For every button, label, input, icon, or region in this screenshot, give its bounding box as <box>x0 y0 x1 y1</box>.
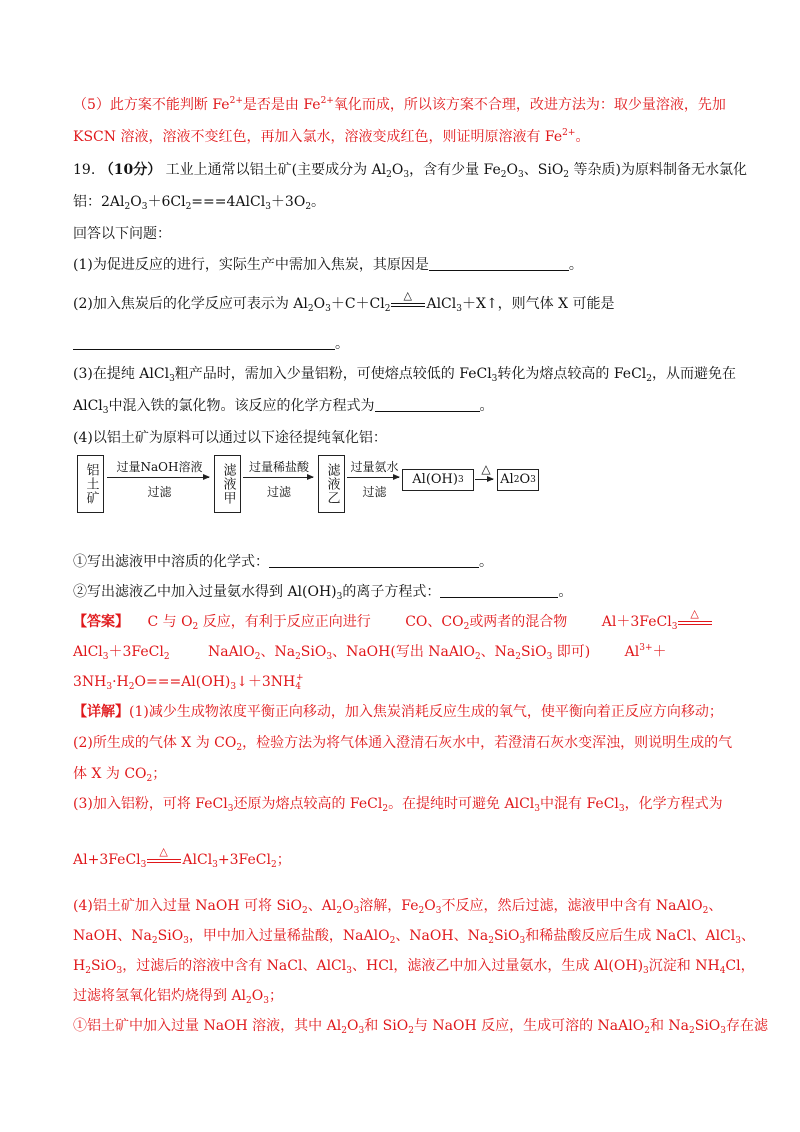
detail-line1: 【详解】(1)减少生成物浓度平衡正向移动，加入焦炭消耗反应生成的氧气，使平衡向着正反应方向移动； <box>73 704 723 720</box>
detail-line10: ①铝土矿中加入过量 NaOH 溶液，其中 $Al_2O_3$和 SiO$_2$与 NaOH 反应，生成可溶的 NaAlO$_2$和 $Na_2SiO_3$存在滤 <box>73 1018 769 1036</box>
flow-box-alumina: Al 2 O 3 <box>497 469 539 491</box>
flow-arrow-4 <box>475 479 493 480</box>
answer-blank-4[interactable] <box>269 553 479 568</box>
sub-question-2: (2)加入焦炭后的化学反应可表示为 $Al_2O_3+C+Cl_2$ △ AlCl$_3$＋X↑，则气体 X 可能是 <box>73 289 615 314</box>
flow-arrow3-reagent: 过量氨水 <box>350 460 399 474</box>
flow-arrow-1 <box>107 477 209 478</box>
detail-line6: (4)铝土矿加入过量 NaOH 可将 SiO$_2$、$Al_2O_3$溶解，$Fe_2O_3$不反应，然后过滤，滤液甲中含有 NaAlO$_2$、 <box>73 898 723 916</box>
answer-line1: 【答案】 C 与 $O_2$ 反应，有利于反应正向进行 CO、$CO_2$或两者的混合物 Al＋3FeCl$_3$ △ <box>73 612 713 632</box>
flow-diagram <box>77 453 536 515</box>
flow-arrow4-heat: △ <box>481 462 491 476</box>
question-score: （10分） <box>99 162 162 178</box>
sub-question-4-2: ②写出滤液乙中加入过量氨水得到 $Al(OH)_3$的离子方程式： 。 <box>73 584 573 602</box>
part5-line1: （5）此方案不能判断 $Fe^{2+}$是否是由 $Fe^{2+}$氧化而成，所以该方案不合理，改进方法为：取少量溶液，先加 <box>73 96 726 113</box>
flow-arrow2-op: 过滤 <box>266 485 291 499</box>
answer-blank-2[interactable] <box>73 335 335 350</box>
flow-arrow-2 <box>243 477 313 478</box>
detail-line2: (2)所生成的气体 X 为 $CO_2$，检验方法为将气体通入澄清石灰水中，若澄清石灰水变浑浊，则说明生成的气 <box>73 735 733 753</box>
flow-arrow2-reagent: 过量稀盐酸 <box>248 460 309 474</box>
answer-blank-5[interactable] <box>440 583 558 598</box>
detail-line9: 过滤将氢氧化铝灼烧得到 $Al_2O_3$； <box>73 988 283 1006</box>
question-number: 19. <box>73 162 96 178</box>
detail-line3: 体 X 为 $CO_2$； <box>73 766 167 784</box>
flow-arrow-3 <box>347 477 399 478</box>
sub-question-4: (4)以铝土矿为原料可以通过以下途径提纯氧化铝： <box>73 430 387 446</box>
sub-question-2-blank-line: 。 <box>73 334 349 354</box>
answer-line2: AlCl$_3$＋3FeCl$_2$ NaAlO$_2$、$Na_2SiO_3$、NaOH(写出 NaAlO$_2$、$Na_2SiO_3$ 即可) $Al^{3+}+$ <box>73 643 667 662</box>
flow-box-filtrate-b: 滤液乙 <box>318 455 345 513</box>
sub-question-1: (1)为促进反应的进行，实际生产中需加入焦炭，其原因是 。 <box>73 257 583 273</box>
detail-line8: $H_2SiO_3$，过滤后的溶液中含有 NaCl、AlCl$_3$、HCl，滤液乙中加入过量氨水，生成 $Al(OH)_3$沉淀和 $NH_4Cl$， <box>73 958 755 976</box>
question-prompt: 回答以下问题： <box>73 226 171 242</box>
flow-arrow3-op: 过滤 <box>362 485 387 499</box>
answer-tag: 【答案】 <box>73 614 129 630</box>
detail-tag: 【详解】 <box>73 704 129 720</box>
heat-condition-icon: △ <box>147 852 181 866</box>
sub-question-4-1: ①写出滤液甲中溶质的化学式： 。 <box>73 554 493 570</box>
flow-arrow1-reagent: 过量NaOH溶液 <box>116 460 203 474</box>
flow-box-bauxite: 铝土矿 <box>77 455 104 513</box>
flow-box-filtrate-a: 滤液甲 <box>214 455 241 513</box>
detail-line5: Al+3FeCl$_3$ △ AlCl$_3$+3FeCl$_2$； <box>73 845 291 870</box>
flow-box-aluminium-hydroxide: Al(OH) 3 <box>402 469 474 491</box>
question-19-intro: 19. （10分） 工业上通常以铝土矿(主要成分为 $Al_2O_3$，含有少量 $Fe_2O_3$、SiO$_2$ 等杂质)为原料制备无水氯化 <box>73 162 747 180</box>
detail-line4: (3)加入铝粉，可将 FeCl$_3$还原为熔点较高的 FeCl$_2$。在提纯时可避免 AlCl$_3$中混有 FeCl$_3$，化学方程式为 <box>73 796 723 814</box>
sub-question-3-line1: (3)在提纯 AlCl$_3$粗产品时，需加入少量铝粉，可使熔点较低的 FeCl$_3$转化为熔点较高的 FeCl$_2$，从而避免在 <box>73 366 737 384</box>
part5-line2: KSCN 溶液，溶液不变红色，再加入氯水，溶液变成红色，则证明原溶液有 $Fe^{2+}$。 <box>73 128 590 145</box>
question-19-equation: 铝：$2Al_2O_3+6Cl_2===4AlCl_3+3O_2$。 <box>73 194 326 212</box>
heat-condition-icon: △ <box>678 614 712 628</box>
answer-blank-1[interactable] <box>429 256 569 271</box>
sub-question-3-line2: AlCl$_3$中混入铁的氯化物。该反应的化学方程式为 。 <box>73 398 494 416</box>
heat-condition-icon: △ <box>391 296 425 310</box>
answer-blank-3[interactable] <box>375 397 480 412</box>
detail-line7: NaOH、$Na_2SiO_3$，甲中加入过量稀盐酸，NaAlO$_2$、NaOH、$Na_2SiO_3$和稀盐酸反应后生成 NaCl、AlCl$_3$、 <box>73 928 755 946</box>
flow-arrow1-op: 过滤 <box>147 485 172 499</box>
answer-line3: $3NH_3\cdot H_2O===Al(OH)_3↓+3NH_4^+$ <box>73 673 304 692</box>
